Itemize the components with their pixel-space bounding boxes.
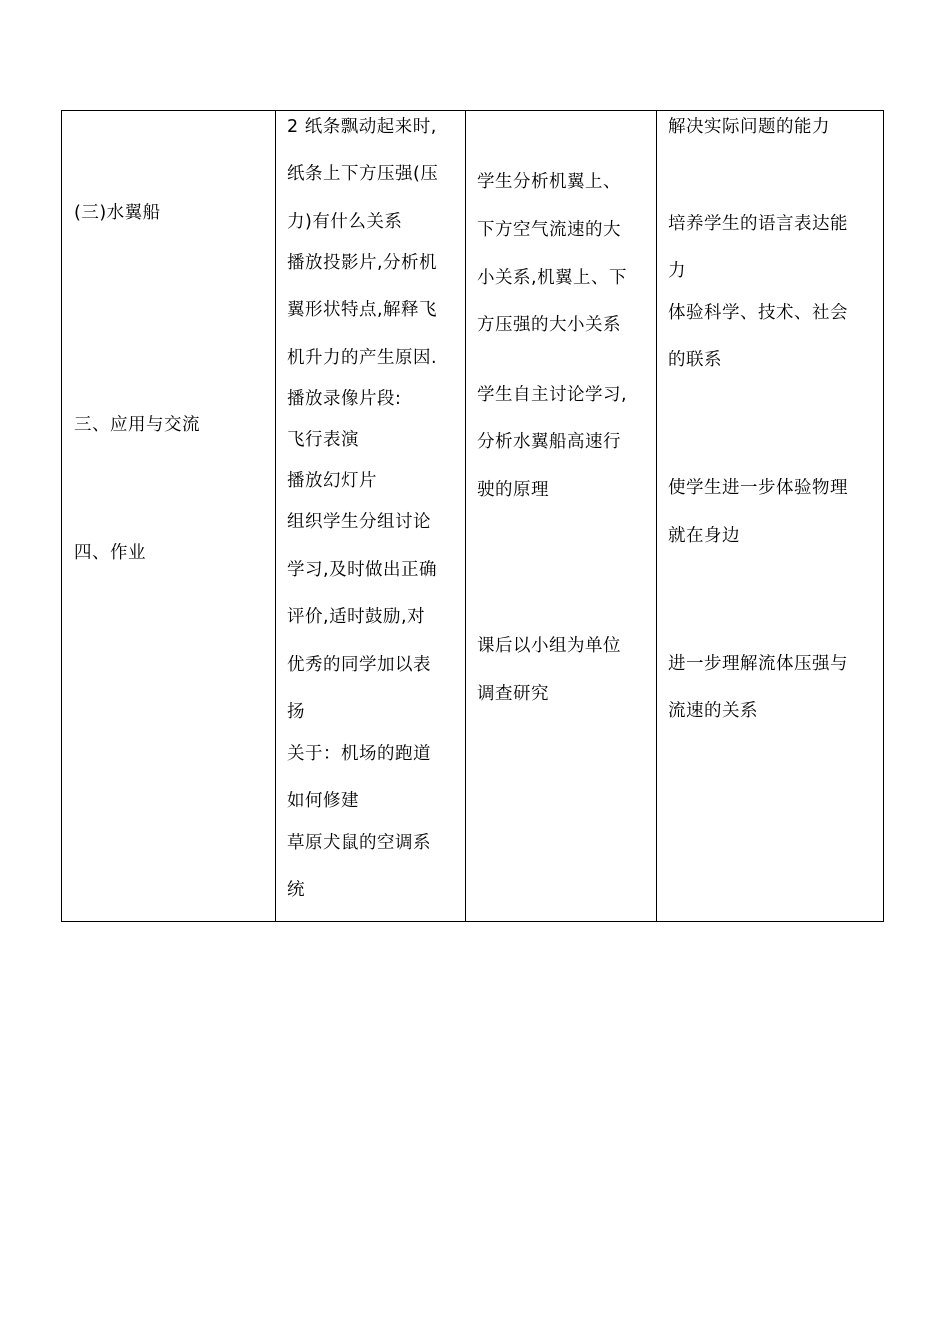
teacher-line: 优秀的同学加以表 bbox=[287, 655, 431, 675]
column-section bbox=[62, 111, 275, 921]
intent-line: 进一步理解流体压强与 bbox=[668, 654, 848, 674]
intent-line: 力 bbox=[668, 261, 686, 281]
intent-line: 的联系 bbox=[668, 350, 722, 370]
intent-line: 解决实际问题的能力 bbox=[668, 117, 830, 137]
teacher-line: 播放幻灯片 bbox=[287, 471, 377, 491]
student-line: 下方空气流速的大 bbox=[477, 220, 621, 240]
intent-line: 流速的关系 bbox=[668, 701, 758, 721]
student-line: 学生分析机翼上、 bbox=[477, 172, 621, 192]
lesson-plan-table bbox=[61, 110, 884, 922]
section-application: 三、应用与交流 bbox=[74, 415, 200, 435]
column-design-intent bbox=[656, 111, 886, 921]
student-line: 小关系,机翼上、下 bbox=[477, 268, 628, 288]
teacher-line: 学习,及时做出正确 bbox=[287, 560, 438, 580]
teacher-line: 草原犬鼠的空调系 bbox=[287, 833, 431, 853]
intent-line: 使学生进一步体验物理 bbox=[668, 478, 848, 498]
teacher-line: 如何修建 bbox=[287, 791, 359, 811]
teacher-line: 翼形状特点,解释飞 bbox=[287, 300, 438, 320]
section-hydrofoil: (三)水翼船 bbox=[74, 203, 161, 223]
student-line: 学生自主讨论学习, bbox=[477, 385, 628, 405]
intent-line: 培养学生的语言表达能 bbox=[668, 214, 848, 234]
intent-line: 体验科学、技术、社会 bbox=[668, 303, 848, 323]
student-line: 课后以小组为单位 bbox=[477, 636, 621, 656]
teacher-line: 2 纸条飘动起来时, bbox=[287, 117, 437, 137]
student-line: 调查研究 bbox=[477, 684, 549, 704]
teacher-line: 关于：机场的跑道 bbox=[287, 744, 431, 764]
teacher-line: 力)有什么关系 bbox=[287, 212, 403, 232]
teacher-line: 播放录像片段: bbox=[287, 389, 402, 409]
teacher-line: 飞行表演 bbox=[287, 430, 359, 450]
teacher-line: 纸条上下方压强(压 bbox=[287, 164, 439, 184]
column-student-activity bbox=[465, 111, 657, 921]
teacher-line: 机升力的产生原因. bbox=[287, 348, 438, 368]
teacher-line: 统 bbox=[287, 880, 305, 900]
column-teacher-activity bbox=[275, 111, 466, 921]
teacher-line: 扬 bbox=[287, 702, 305, 722]
section-homework: 四、作业 bbox=[74, 543, 146, 563]
teacher-line: 组织学生分组讨论 bbox=[287, 512, 431, 532]
teacher-line: 播放投影片,分析机 bbox=[287, 253, 438, 273]
student-line: 驶的原理 bbox=[477, 480, 549, 500]
student-line: 分析水翼船高速行 bbox=[477, 432, 621, 452]
student-line: 方压强的大小关系 bbox=[477, 315, 621, 335]
intent-line: 就在身边 bbox=[668, 526, 740, 546]
teacher-line: 评价,适时鼓励,对 bbox=[287, 607, 426, 627]
